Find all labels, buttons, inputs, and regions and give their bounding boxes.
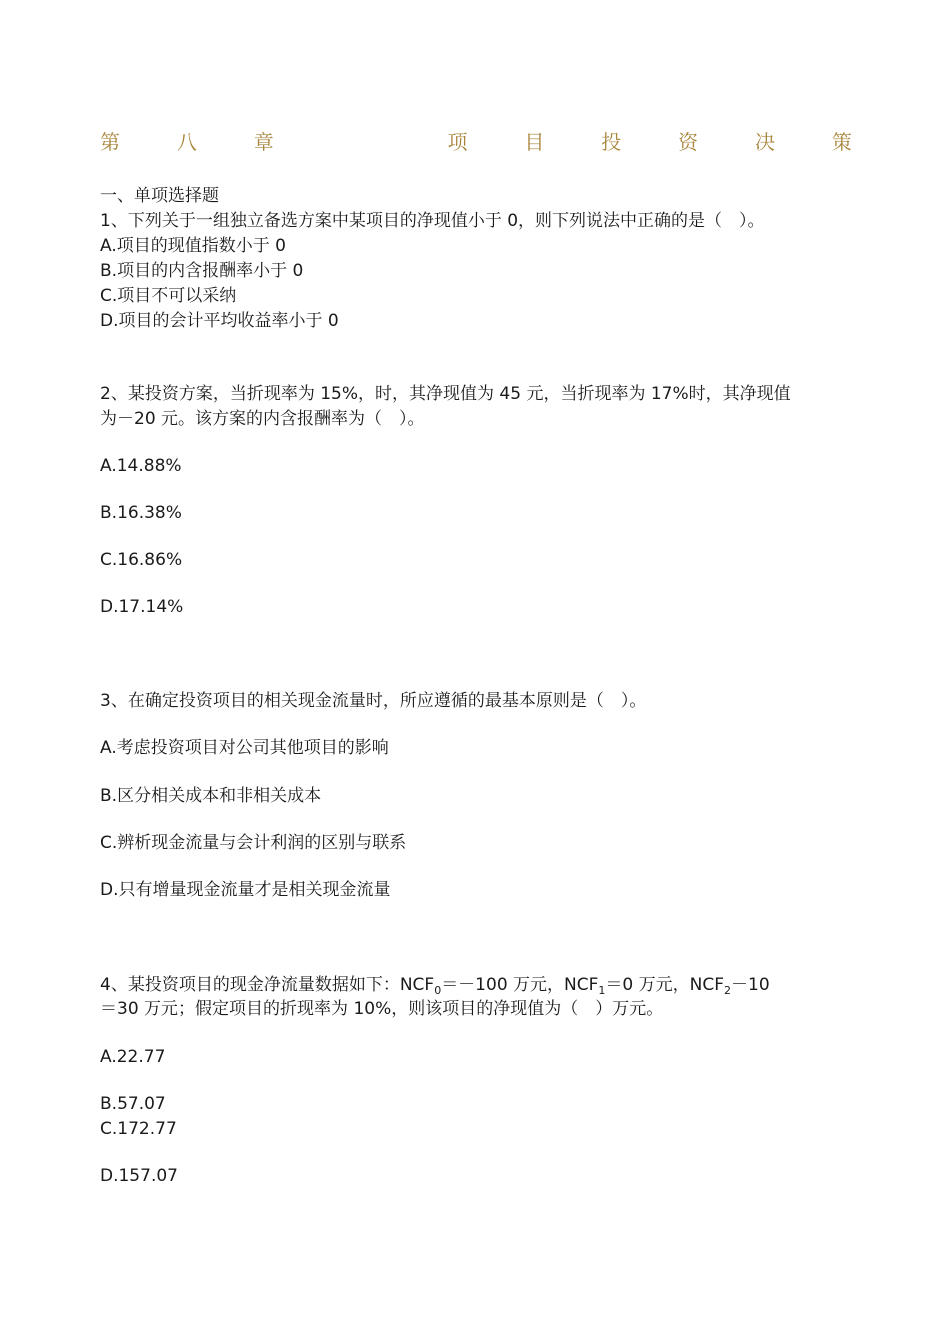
title-char: 章 — [253, 130, 274, 154]
q4-option-a: A.22.77 — [100, 1047, 166, 1067]
q4-stem-line2: ＝30 万元；假定项目的折现率为 10%，则该项目的净现值为（ ）万元。 — [100, 999, 664, 1019]
title-char: 决 — [755, 130, 775, 154]
q2-option-b: B.16.38% — [100, 503, 182, 523]
q2-option-d: D.17.14% — [100, 597, 184, 617]
title-char: 目 — [524, 130, 545, 154]
title-gap — [331, 126, 391, 155]
q2-stem-line1: 2、某投资方案，当折现率为 15%，时，其净现值为 45 元，当折现率为 17%时，其净现值 — [100, 384, 791, 404]
q3-option-b: B.区分相关成本和非相关成本 — [100, 786, 322, 806]
q1-stem: 1、下列关于一组独立备选方案中某项目的净现值小于 0，则下列说法中正确的是（ ）。 — [100, 211, 765, 231]
q4-option-d: D.157.07 — [100, 1166, 178, 1186]
q4-stem-text: ＝－100 万元，NCF — [441, 975, 599, 995]
q2-option-c: C.16.86% — [100, 550, 183, 570]
q1-option-a: A.项目的现值指数小于 0 — [100, 236, 286, 256]
q1-option-b: B.项目的内含报酬率小于 0 — [100, 261, 304, 281]
section-heading: 一、单项选择题 — [100, 186, 219, 206]
q4-subscript: 0 — [434, 984, 442, 997]
q3-stem: 3、在确定投资项目的相关现金流量时，所应遵循的最基本原则是（ ）。 — [100, 691, 647, 711]
q3-option-d: D.只有增量现金流量才是相关现金流量 — [100, 880, 391, 900]
chapter-title — [100, 126, 852, 155]
q3-option-c: C.辨析现金流量与会计利润的区别与联系 — [100, 833, 407, 853]
q2-stem-line2: 为－20 元。该方案的内含报酬率为（ ）。 — [100, 409, 425, 429]
q2-option-a: A.14.88% — [100, 456, 182, 476]
q4-stem-text: －10 — [731, 975, 770, 995]
q3-option-a: A.考虑投资项目对公司其他项目的影响 — [100, 738, 389, 758]
q1-option-d: D.项目的会计平均收益率小于 0 — [100, 311, 339, 331]
title-char: 策 — [831, 130, 852, 154]
title-char: 第 — [100, 130, 120, 154]
q4-subscript: 2 — [724, 984, 731, 997]
q1-option-c: C.项目不可以采纳 — [100, 286, 237, 306]
q4-stem-text: 4、某投资项目的现金净流量数据如下：NCF — [100, 975, 435, 995]
q4-option-c: C.172.77 — [100, 1119, 177, 1139]
q4-stem-line1 — [100, 973, 770, 997]
q4-subscript: 1 — [598, 984, 606, 997]
q4-stem-text: ＝0 万元，NCF — [605, 975, 724, 995]
title-char: 资 — [678, 130, 699, 154]
title-char: 投 — [601, 130, 622, 154]
title-char: 项 — [447, 130, 468, 154]
q4-option-b: B.57.07 — [100, 1094, 166, 1114]
title-char: 八 — [176, 130, 197, 154]
